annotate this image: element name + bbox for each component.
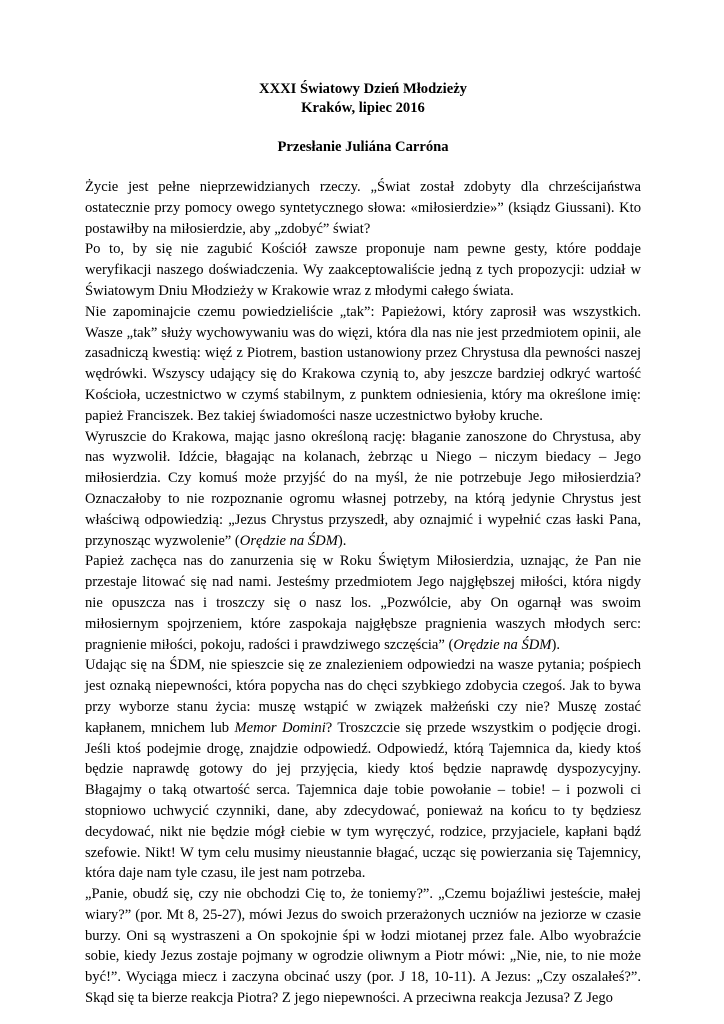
document-body [85,177,641,1009]
paragraph-text: Po to, by się nie zagubić Kościół zawsze proponuje nam pewne gesty, które poddaje weryfikacji naszego doświadczenia. Wy zaakceptowaliście jedną z tych propozycji: udział w Światowym Dniu Młodzieży w Krakowie wraz z młodymi całego świata. [85,241,641,299]
paragraph-text: „Panie, obudź się, czy nie obchodzi Cię to, że toniemy?”. „Czemu bojaźliwi jesteście, małej wiary?” (por. Mt 8, 25-27), mówi Jezus do swoich przerażonych uczniów na jeziorze w czasie burzy. Oni są wystraszeni a On spokojnie śpi w łodzi miotanej przez fale. Albo wyobraźcie sobie, kiedy Jezus zostaje pojmany w ogrodzie oliwnym a Piotr mówi: „Nie, nie, to nie może być!”. Wyciąga miecz i zaczyna obcinać uszy (por. J 18, 10-11). A Jezus: „Czy oszalałeś?”. Skąd się ta bierze reakcja Piotra? Z jego niepewności. A przeciwna reakcja Jezusa? Z Jego [85,886,641,1007]
paragraph-text: Udając się na ŚDM, nie spieszcie się ze znalezieniem odpowiedzi na wasze pytania; pośpiech jest oznaką niepewności, która popycha nas do chęci szybkiego zdobycia czegoś. Jak to bywa przy wyborze stanu życia: muszę wstąpić w związek małżeński czy nie? Muszę zostać kapłanem, mnichem lub [85,657,641,736]
document-title [85,80,641,118]
paragraph-text: Nie zapominajcie czemu powiedzieliście „tak”: Papieżowi, który zaprosił was wszystkich. Wasze „tak” służy wychowywaniu was do więzi, która dla nas nie jest przedmiotem opinii, ale zasadniczą kwestią: więź z Piotrem, bastion ustanowiony przez Chrystusa dla pewności naszej wędrówki. Wszyscy udający się do Krakowa czynią to, aby jeszcze bardziej odkryć wartość Kościoła, uczestnictwo w czymś stabilnym, z punktem odniesienia, który ma określone imię: papież Franciszek. Bez takiej świadomości nasze uczestnictwo byłoby kruche. [85,303,641,424]
italic-citation: Orędzie na ŚDM [239,532,338,549]
paragraph [85,655,641,884]
paragraph-text: Papież zachęca nas do zanurzenia się w Roku Świętym Miłosierdzia, uznając, że Pan nie przestaje litować się nad nami. Jesteśmy przedmiotem Jego najgłębszej miłości, która nigdy nie opuszcza nas i troszczy się o nasz los. „Pozwólcie, aby On ogarnął was swoim miłosiernym spojrzeniem, które zaspokaja najgłębsze pragnienia waszych młodych serc: pragnienie miłości, pokoju, radości i prawdziwego szczęścia” ( [85,553,641,653]
document-subtitle: Przesłanie Juliána Carróna [277,139,449,155]
paragraph-text: Życie jest pełne nieprzewidzianych rzeczy. „Świat został zdobyty dla chrześcijaństwa ostatecznie przy pomocy owego syntetycznego słowa: «miłosierdzie»” (ksiądz Giussani). Kto postawiłby na miłosierdzie, aby „zdobyć” świat? [85,179,641,237]
paragraph [85,427,641,552]
italic-citation: Orędzie na ŚDM [453,636,552,653]
paragraph-text: ). [337,532,347,549]
paragraph-text: ? Troszczcie się przede wszystkim o podjęcie drogi. Jeśli ktoś podejmie drogę, znajdzie odpowiedź. Odpowiedź, którą Tajemnica da, kiedy ktoś będzie naprawdę gotowy do jej przyjęcia, kiedy ktoś będzie naprawdę dyspozycyjny. Błagajmy o taką otwartość serca. Tajemnica daje tobie powołanie – tobie! – i pozwoli ci stopniowo uchwycić czynniki, dane, aby zdecydować, ponieważ na końcu to ty będziesz decydować, nikt nie będzie mógł ciebie w tym wyręczyć, rodzice, przyjaciele, kapłani bądź szefowie. Nikt! W tym celu musimy nieustannie błagać, ucząc się powierzania się Tajemnicy, która daje nam tyle czasu, ile jest nam potrzeba. [85,719,641,882]
title-line-place-date: Kraków, lipiec 2016 [301,100,425,116]
paragraph-text: Wyruszcie do Krakowa, mając jasno określoną rację: błaganie zanoszone do Chrystusa, aby nas wyzwolił. Idźcie, błagając na kolanach, żebrząc u Niego – niczym biedacy – Jego miłosierdzia. Czy komuś może przyjść do na myśl, że nie potrzebuje Jego miłosierdzia? Oznaczałoby to nie rozpoznanie ogromu własnej potrzeby, na którą jedynie Chrystus jest właściwą odpowiedzią: „Jezus Chrystus przyszedł, aby oznajmić i wypełnić czas łaski Pana, przynosząc wyzwolenie” ( [85,428,641,549]
italic-citation: Memor Domini [234,719,326,736]
paragraph [85,239,641,301]
paragraph-text: ). [551,636,560,653]
paragraph [85,302,641,427]
paragraph [85,884,641,1009]
document-page [85,80,641,1009]
paragraph [85,177,641,239]
title-line-event: XXXI Światowy Dzień Młodzieży [259,81,467,97]
paragraph [85,551,641,655]
